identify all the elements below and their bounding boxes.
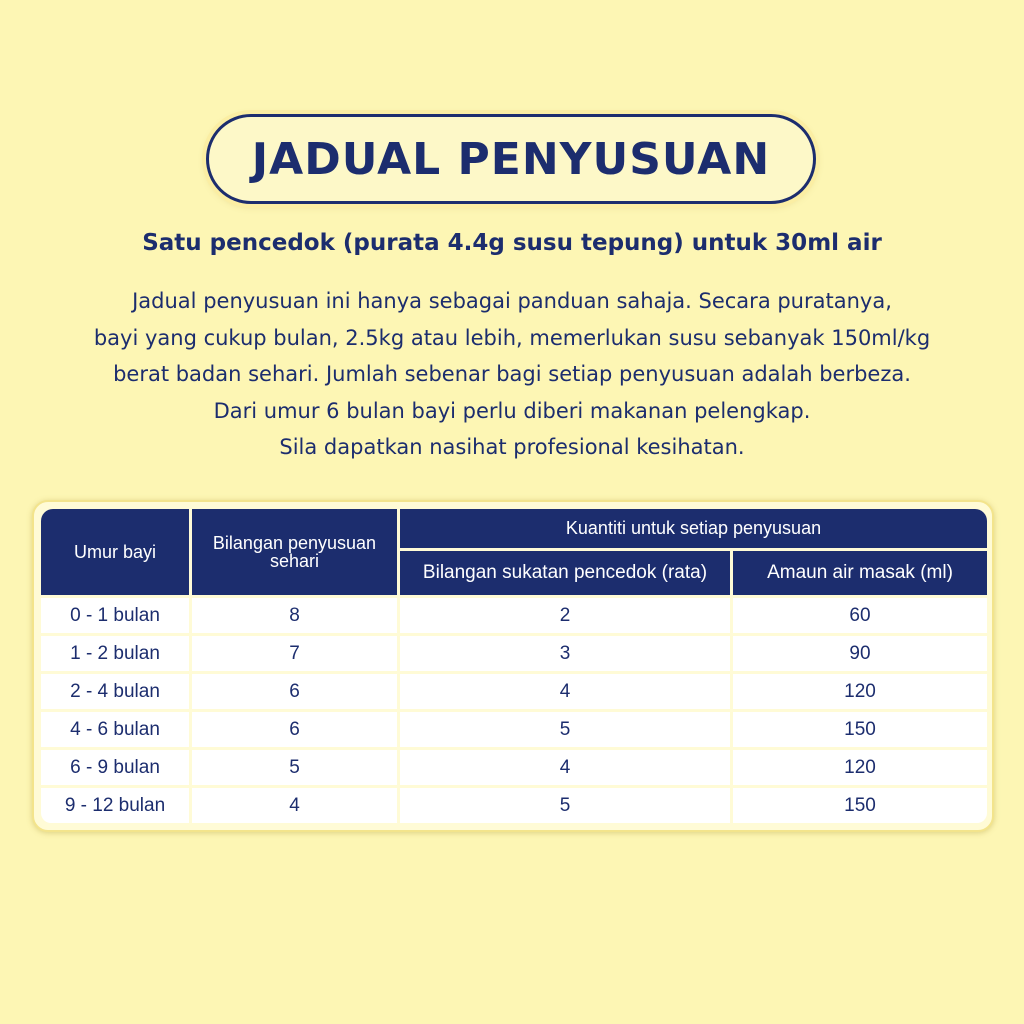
cell-umur: 9 - 12 bulan: [41, 788, 189, 823]
cell-bilangan: 8: [192, 598, 397, 633]
cell-sukatan: 4: [400, 674, 730, 709]
title-banner: [206, 114, 816, 204]
header-umur-bayi: Umur bayi: [41, 509, 189, 595]
header-bilangan-line2: sehari: [269, 551, 320, 571]
cell-air: 150: [733, 712, 987, 747]
description-line: berat badan sehari. Jumlah sebenar bagi setiap penyusuan adalah berbeza.: [113, 362, 911, 386]
cell-bilangan: 6: [192, 674, 397, 709]
table-row: [41, 598, 987, 633]
header-sukatan-pencedok: Bilangan sukatan pencedok (rata): [400, 551, 730, 595]
description-line: Jadual penyusuan ini hanya sebagai panduan sahaja. Secara puratanya,: [132, 289, 892, 313]
header-bilangan-penyusuan: [192, 509, 397, 595]
feeding-table: [38, 506, 990, 826]
cell-bilangan: 5: [192, 750, 397, 785]
cell-sukatan: 5: [400, 788, 730, 823]
cell-sukatan: 2: [400, 598, 730, 633]
cell-bilangan: 4: [192, 788, 397, 823]
table-row: [41, 788, 987, 823]
description-line: bayi yang cukup bulan, 2.5kg atau lebih, memerlukan susu sebanyak 150ml/kg: [93, 325, 931, 350]
header-kuantiti: Kuantiti untuk setiap penyusuan: [400, 509, 987, 548]
table-row: [41, 674, 987, 709]
cell-sukatan: 4: [400, 750, 730, 785]
cell-sukatan: 5: [400, 712, 730, 747]
cell-air: 90: [733, 636, 987, 671]
page-title: JADUAL PENYUSUAN: [251, 133, 771, 185]
cell-umur: 0 - 1 bulan: [41, 598, 189, 633]
table-row: [41, 712, 987, 747]
cell-umur: 6 - 9 bulan: [41, 750, 189, 785]
cell-umur: 2 - 4 bulan: [41, 674, 189, 709]
table-row: [41, 750, 987, 785]
description: [0, 283, 1024, 466]
feeding-table-card: [32, 500, 994, 832]
cell-air: 60: [733, 598, 987, 633]
header-bilangan-line1: Bilangan penyusuan: [212, 533, 377, 553]
cell-umur: 1 - 2 bulan: [41, 636, 189, 671]
cell-air: 120: [733, 674, 987, 709]
cell-air: 150: [733, 788, 987, 823]
header-amaun-air: Amaun air masak (ml): [733, 551, 987, 595]
description-line: Dari umur 6 bulan bayi perlu diberi makanan pelengkap.: [213, 398, 811, 423]
subtitle: Satu pencedok (purata 4.4g susu tepung) untuk 30ml air: [142, 230, 882, 256]
description-line: Sila dapatkan nasihat profesional kesihatan.: [279, 435, 745, 459]
cell-bilangan: 6: [192, 712, 397, 747]
cell-sukatan: 3: [400, 636, 730, 671]
table-row: [41, 636, 987, 671]
cell-air: 120: [733, 750, 987, 785]
cell-umur: 4 - 6 bulan: [41, 712, 189, 747]
cell-bilangan: 7: [192, 636, 397, 671]
